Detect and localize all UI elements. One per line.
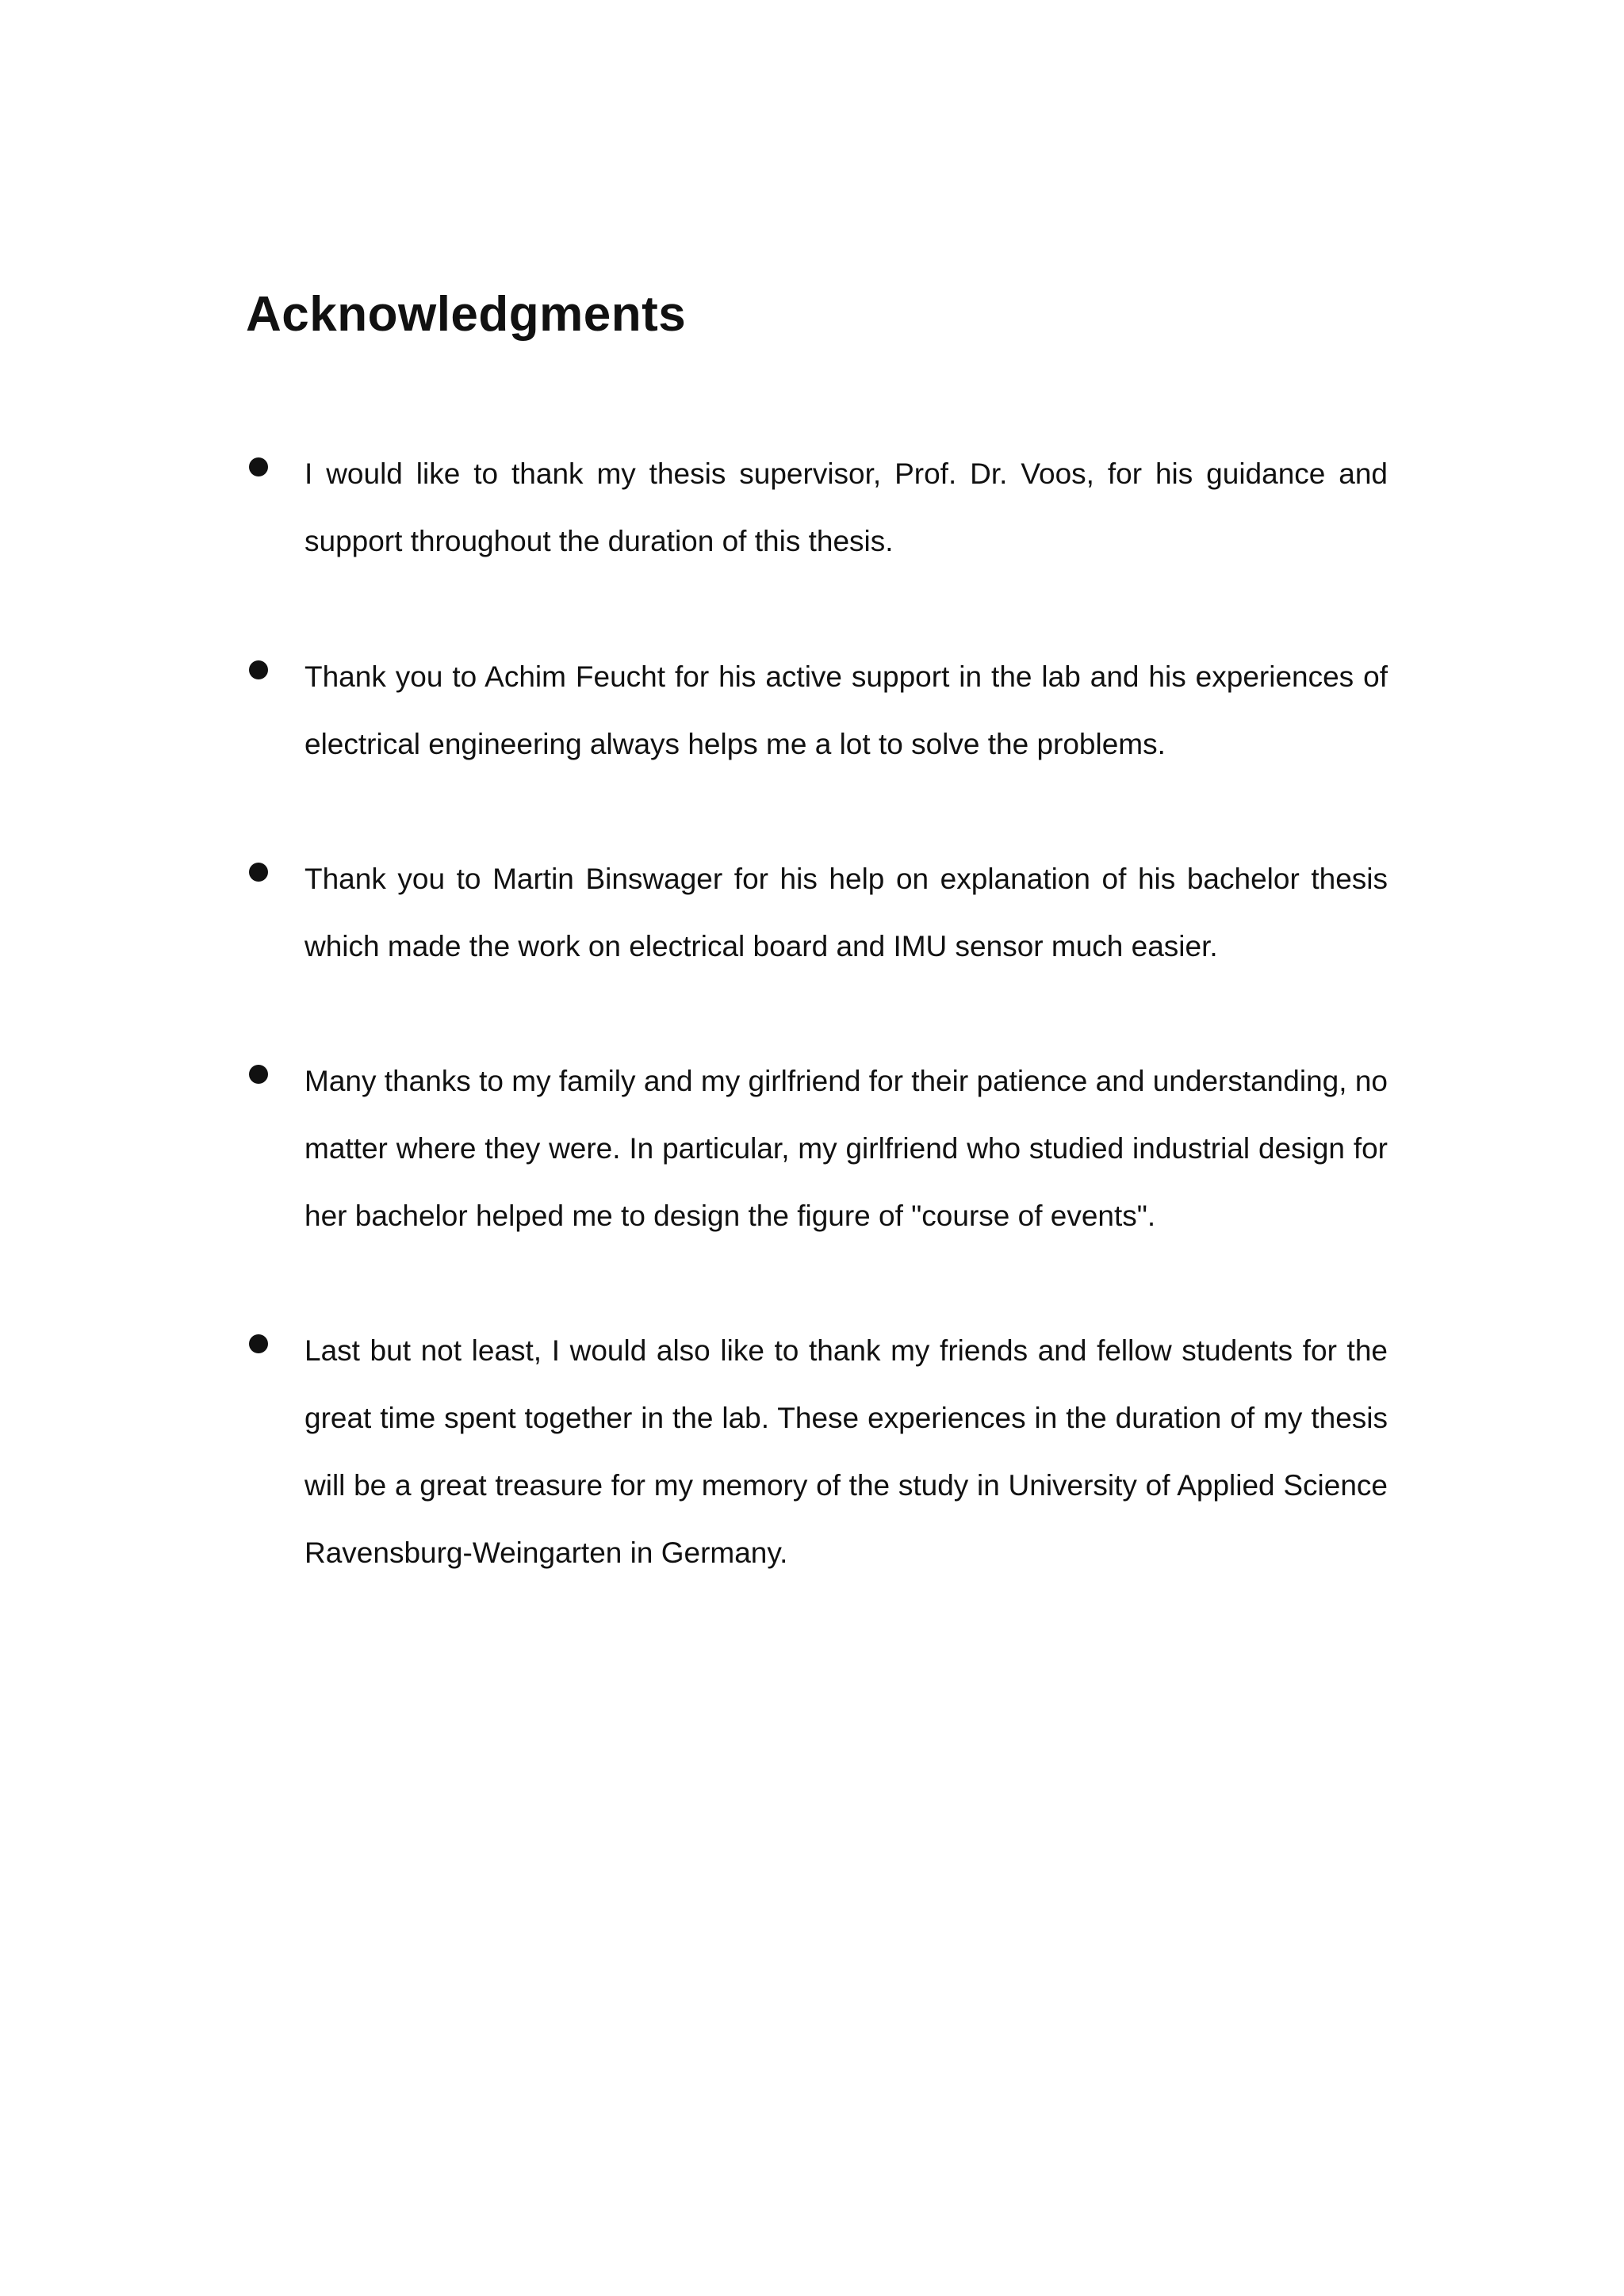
acknowledgment-item <box>246 1317 1388 1586</box>
bullet-icon <box>249 660 268 679</box>
acknowledgment-text: Last but not least, I would also like to thank my friends and fellow students for the great time spent together in the lab. These experiences in the duration of my thesis will be a great treasure for my memory of the study in University of Applied Science Ravensburg-Weingarten in Germany. <box>304 1334 1388 1569</box>
acknowledgment-item <box>246 845 1388 980</box>
bullet-icon <box>249 1065 268 1084</box>
acknowledgment-text: Many thanks to my family and my girlfriend for their patience and understanding, no matter where they were. In particular, my girlfriend who studied industrial design for her bachelor helped me to design the figure of "course of events". <box>304 1065 1388 1232</box>
bullet-icon <box>249 863 268 882</box>
acknowledgment-item <box>246 440 1388 575</box>
acknowledgment-item <box>246 1047 1388 1249</box>
bullet-icon <box>249 457 268 476</box>
acknowledgment-text: Thank you to Achim Feucht for his active support in the lab and his experiences of electrical engineering always helps me a lot to solve the problems. <box>304 660 1388 760</box>
acknowledgment-list <box>246 440 1388 1654</box>
acknowledgment-text: I would like to thank my thesis supervisor, Prof. Dr. Voos, for his guidance and support throughout the duration of this thesis. <box>304 457 1388 557</box>
acknowledgment-text: Thank you to Martin Binswager for his help on explanation of his bachelor thesis which made the work on electrical board and IMU sensor much easier. <box>304 863 1388 962</box>
page-title: Acknowledgments <box>246 287 687 342</box>
bullet-icon <box>249 1334 268 1353</box>
acknowledgment-item <box>246 643 1388 778</box>
